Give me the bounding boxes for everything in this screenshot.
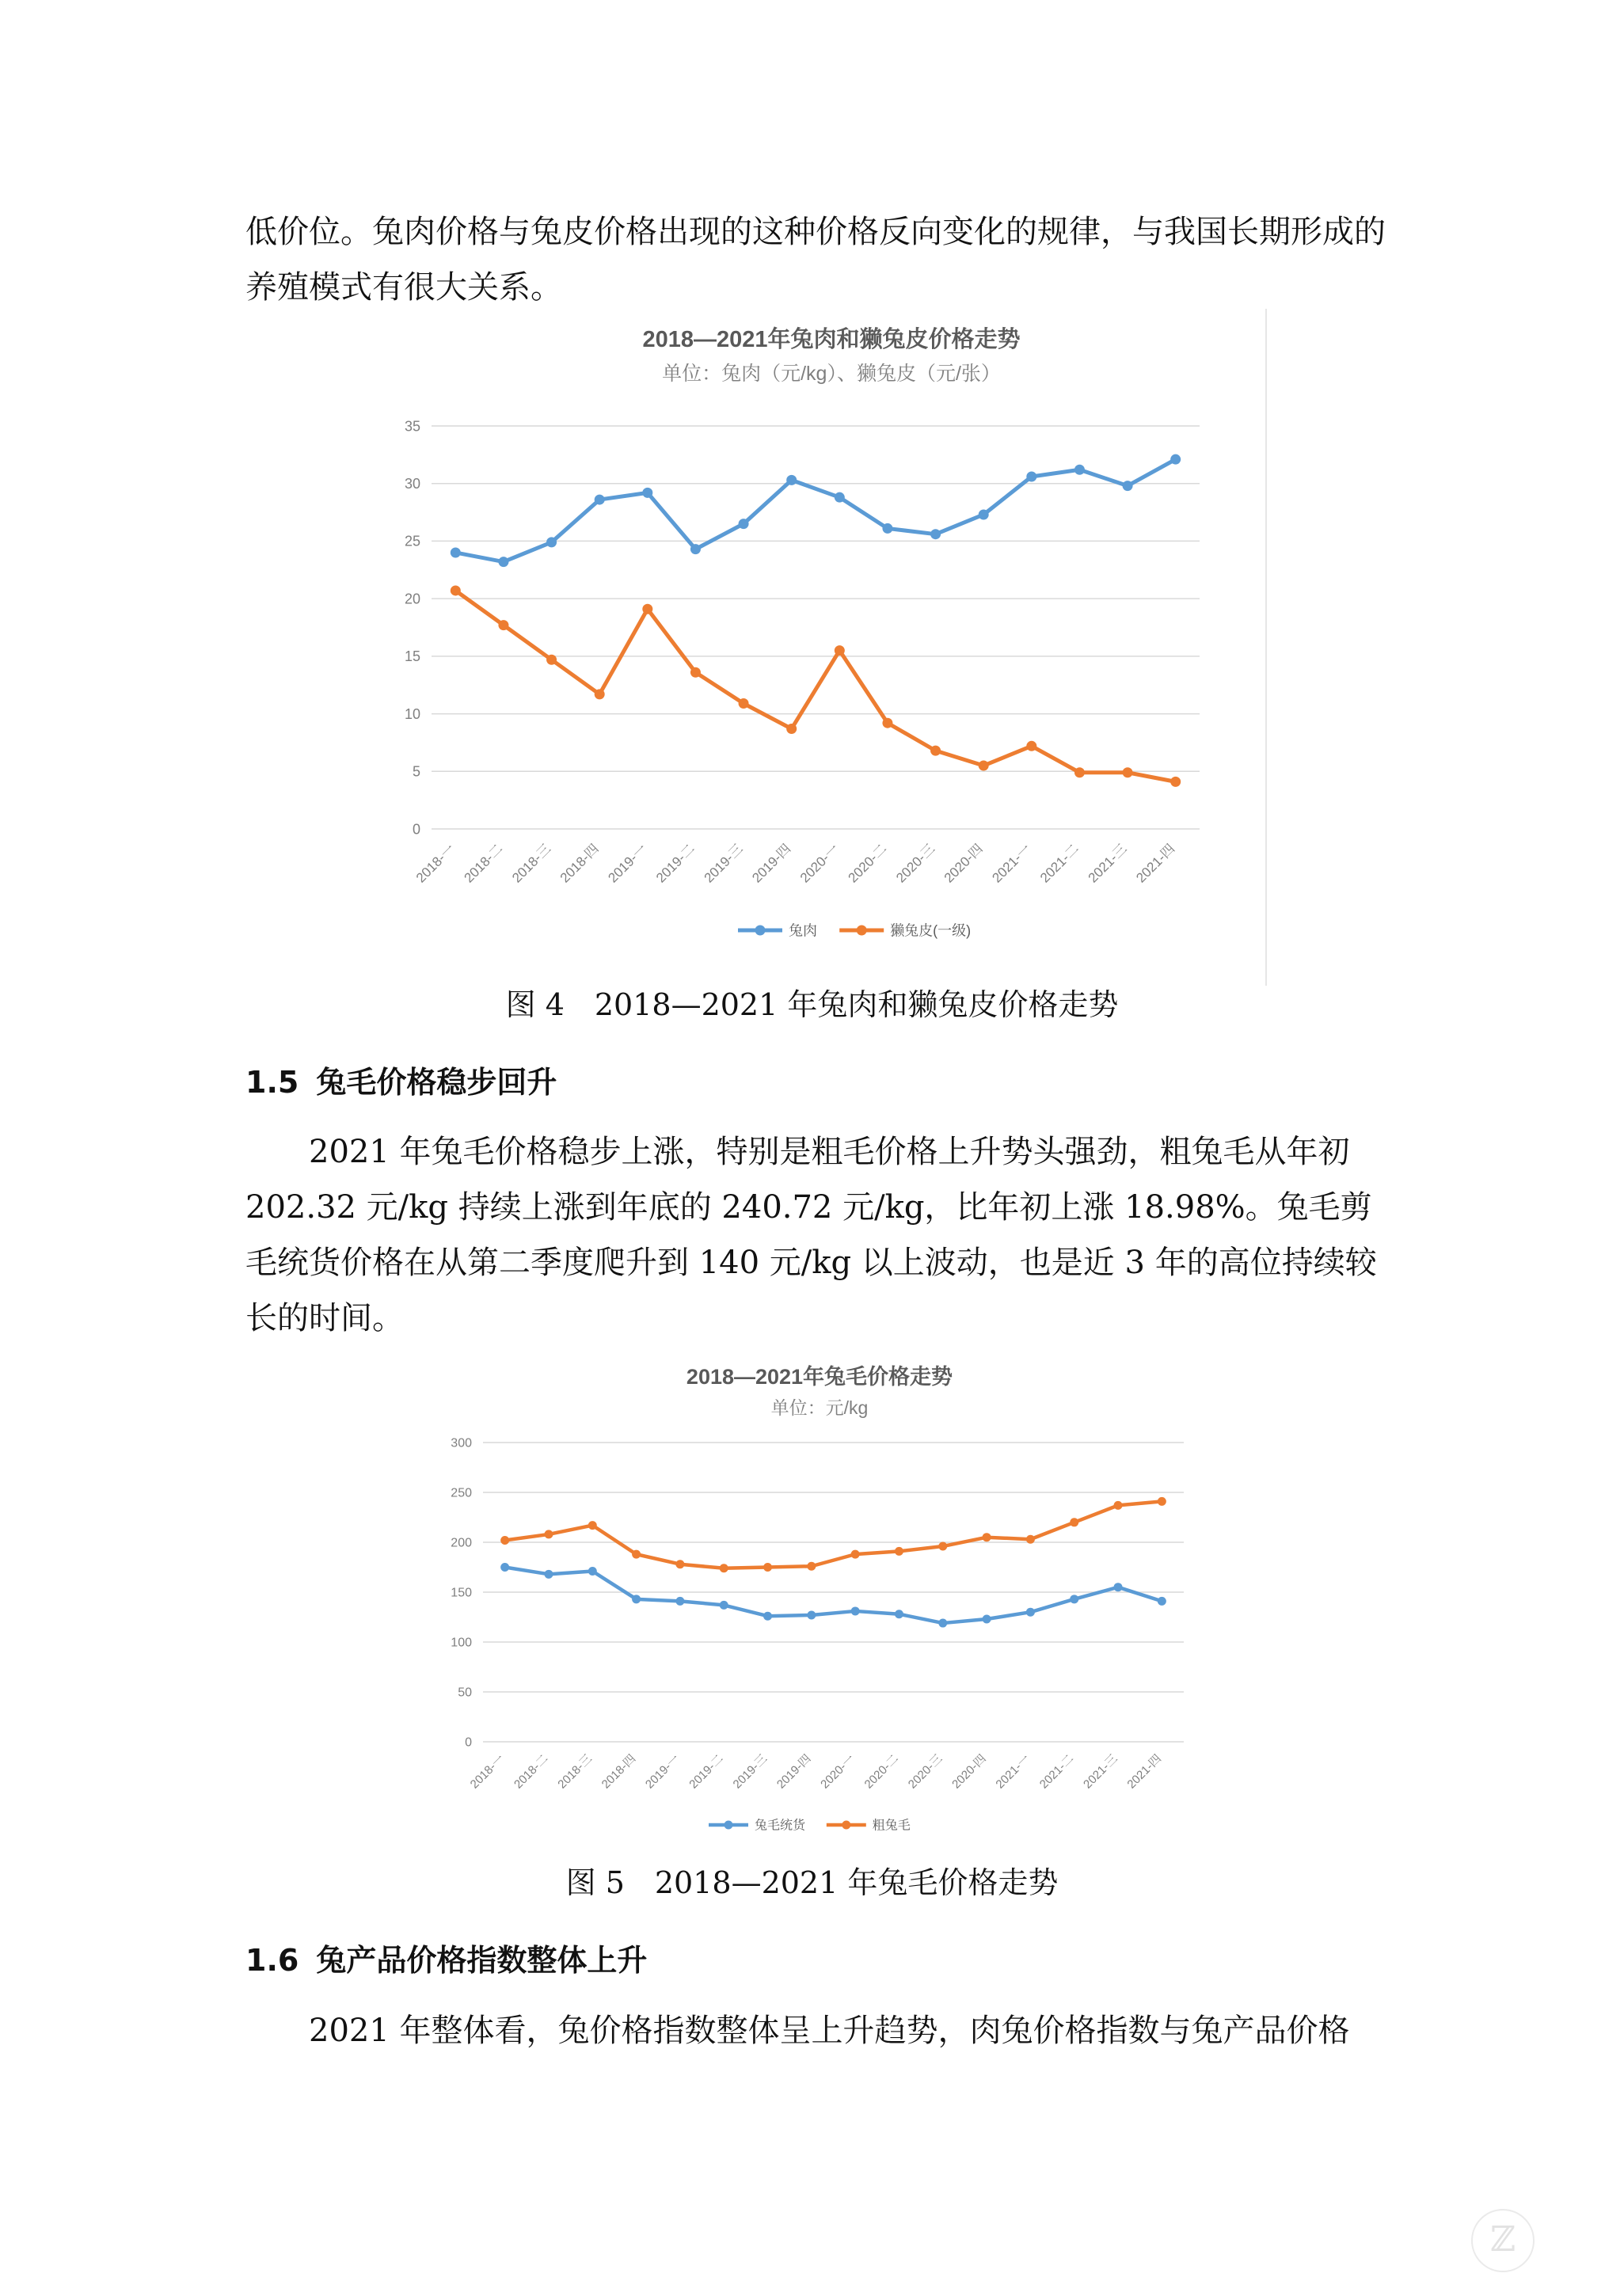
legend-label: 獭兔皮(一级) [890,922,972,939]
data-point [979,509,989,519]
data-point [739,519,749,529]
data-point [1158,1597,1166,1606]
x-tick-label: 2021-四 [1124,1751,1165,1792]
rabbit-meat-skin-price-chart [380,317,1283,974]
series-line-1 [455,591,1175,781]
x-tick-label: 2019-四 [774,1751,814,1792]
x-tick-label: 2018-一 [413,841,458,886]
data-point [675,1560,684,1568]
figure-5-text: 2018—2021 年兔毛价格走势 [654,1865,1059,1900]
section-heading-1-6 [245,1936,647,1979]
y-tick-label: 25 [404,533,420,549]
y-tick-label: 20 [404,591,420,607]
data-point [938,1619,947,1628]
x-tick-label: 2021-一 [989,841,1034,886]
x-tick-label: 2019-三 [701,841,746,886]
data-point [807,1610,816,1619]
y-tick-label: 10 [404,705,420,722]
x-tick-label: 2021-三 [1085,841,1130,886]
legend-marker [755,926,766,936]
data-point [675,1597,684,1606]
x-tick-label: 2018-一 [467,1751,508,1792]
data-point [851,1550,860,1559]
data-point [882,523,892,534]
y-tick-label: 30 [404,476,420,492]
data-point [1123,767,1133,777]
legend-item [839,922,971,938]
data-point [451,585,461,595]
data-point [763,1612,772,1621]
data-point [979,761,989,771]
chart-title: 2018—2021年兔肉和獭兔皮价格走势 [642,327,1021,352]
data-point [544,1570,553,1579]
data-point [1070,1518,1078,1526]
data-point [546,655,557,665]
data-point [544,1530,553,1538]
figure-5-label: 图 5 [565,1865,625,1900]
data-point [546,537,557,547]
x-tick-label: 2019-二 [686,1751,727,1792]
data-point [786,475,797,485]
data-point [763,1563,772,1572]
data-point [690,544,701,554]
data-point [632,1550,641,1559]
data-point [1158,1497,1166,1506]
series-line-1 [505,1501,1162,1568]
y-tick-label: 250 [451,1486,472,1500]
paragraph-index: 2021 年整体看，兔价格指数整体呈上升趋势，肉兔价格指数与兔产品价格 [309,2013,1350,2049]
data-point [690,667,701,678]
data-point [930,746,941,756]
data-point [1170,777,1181,787]
x-tick-label: 2020-一 [818,1751,858,1792]
x-tick-label: 2018-四 [557,841,603,886]
legend-item [709,1819,806,1833]
x-tick-label: 2021-四 [1133,841,1178,886]
section-number: 1.6 [245,1943,299,1978]
x-tick-label: 2021-二 [1037,841,1082,886]
section-title: 兔毛价格稳步回升 [316,1065,557,1100]
data-point [938,1542,947,1551]
data-point [642,604,652,614]
data-point [1114,1501,1123,1510]
chart-subtitle: 单位：元/kg [770,1397,869,1418]
x-tick-label: 2019-四 [749,841,794,886]
y-tick-label: 50 [458,1686,472,1700]
data-point [498,620,508,630]
data-point [1074,767,1085,777]
figure-5-caption [0,1858,1624,1902]
section-title: 兔产品价格指数整体上升 [316,1943,648,1978]
rabbit-wool-price-chart [443,1354,1235,1853]
data-point [720,1601,728,1610]
data-point [835,645,845,656]
paragraph-top: 低价位。兔肉价格与兔皮价格出现的这种价格反向变化的规律，与我国长期形成的养殖模式有很大关系。 [245,214,1386,306]
data-point [632,1595,641,1603]
x-tick-label: 2018-二 [512,1751,551,1792]
data-point [588,1567,597,1576]
legend-marker [725,1821,733,1830]
data-point [1074,465,1085,475]
data-point [588,1521,597,1530]
data-point [500,1536,509,1545]
x-tick-label: 2019-一 [642,1751,683,1792]
x-tick-label: 2020-三 [893,841,938,886]
section-number: 1.5 [245,1065,299,1100]
x-tick-label: 2020-四 [949,1751,989,1792]
data-point [1170,454,1181,465]
x-tick-label: 2018-三 [555,1751,595,1792]
chart-title: 2018—2021年兔毛价格走势 [686,1365,953,1389]
paragraph-wool: 2021 年兔毛价格稳步上涨，特别是粗毛价格上升势头强劲，粗兔毛从年初 202.32 元/kg 持续上涨到年底的 240.72 元/kg，比年初上涨 18.98%。兔毛剪毛统货价格在从第二季度爬升到 140 元/kg 以上波动，也是近 3 年的高位持续较长的时间。 [245,1134,1377,1336]
data-point [595,689,605,699]
y-tick-label: 300 [451,1436,472,1450]
data-point [835,492,845,503]
data-point [983,1615,991,1624]
legend-label: 粗兔毛 [872,1819,911,1833]
x-tick-label: 2019-二 [653,841,698,886]
data-point [882,718,892,728]
x-tick-label: 2020-二 [845,841,890,886]
data-point [1026,1608,1035,1617]
legend-marker [857,926,867,936]
data-point [1070,1595,1078,1603]
series-line-0 [505,1568,1162,1624]
data-point [807,1562,816,1571]
x-tick-label: 2018-四 [599,1751,639,1792]
legend-item [827,1819,911,1833]
y-tick-label: 100 [451,1636,472,1650]
data-point [1123,481,1133,491]
data-point [739,698,749,709]
section-heading-1-5 [245,1058,557,1101]
watermark-logo: ℤ [1471,2209,1535,2272]
y-tick-label: 5 [412,763,420,780]
x-tick-label: 2020-四 [941,841,987,886]
data-point [595,495,605,505]
data-point [1026,1535,1035,1544]
legend-marker [842,1821,850,1830]
data-point [500,1563,509,1572]
figure-4-caption [0,980,1624,1024]
y-tick-label: 15 [404,648,420,665]
y-tick-label: 35 [404,418,420,435]
series-line-0 [455,459,1175,561]
x-tick-label: 2019-一 [605,841,650,886]
legend-label: 兔毛统货 [755,1819,806,1833]
data-point [1026,741,1036,751]
x-tick-label: 2020-一 [797,841,842,886]
data-point [895,1610,903,1618]
y-tick-label: 0 [412,821,420,838]
y-tick-label: 200 [451,1536,472,1550]
x-tick-label: 2019-三 [730,1751,770,1792]
y-tick-label: 150 [451,1586,472,1600]
x-tick-label: 2021-三 [1081,1751,1120,1792]
data-point [451,547,461,557]
x-tick-label: 2021-二 [1036,1751,1077,1792]
data-point [930,529,941,539]
x-tick-label: 2021-一 [993,1751,1033,1792]
figure-4-label: 图 4 [505,987,565,1022]
data-point [895,1547,903,1556]
data-point [851,1606,860,1615]
x-tick-label: 2018-二 [461,841,506,886]
figure-4-text: 2018—2021 年兔肉和獭兔皮价格走势 [594,987,1119,1022]
data-point [1114,1583,1123,1591]
chart-subtitle: 单位：兔肉（元/kg）、獭兔皮（元/张） [662,363,1001,385]
data-point [786,724,797,734]
x-tick-label: 2020-三 [905,1751,945,1792]
data-point [1026,471,1036,481]
legend-label: 兔肉 [789,922,817,939]
data-point [642,488,652,498]
data-point [498,557,508,567]
data-point [720,1564,728,1572]
data-point [983,1533,991,1541]
x-tick-label: 2018-三 [509,841,554,886]
y-tick-label: 0 [465,1735,472,1750]
legend-item [738,922,817,938]
x-tick-label: 2020-二 [861,1751,902,1792]
